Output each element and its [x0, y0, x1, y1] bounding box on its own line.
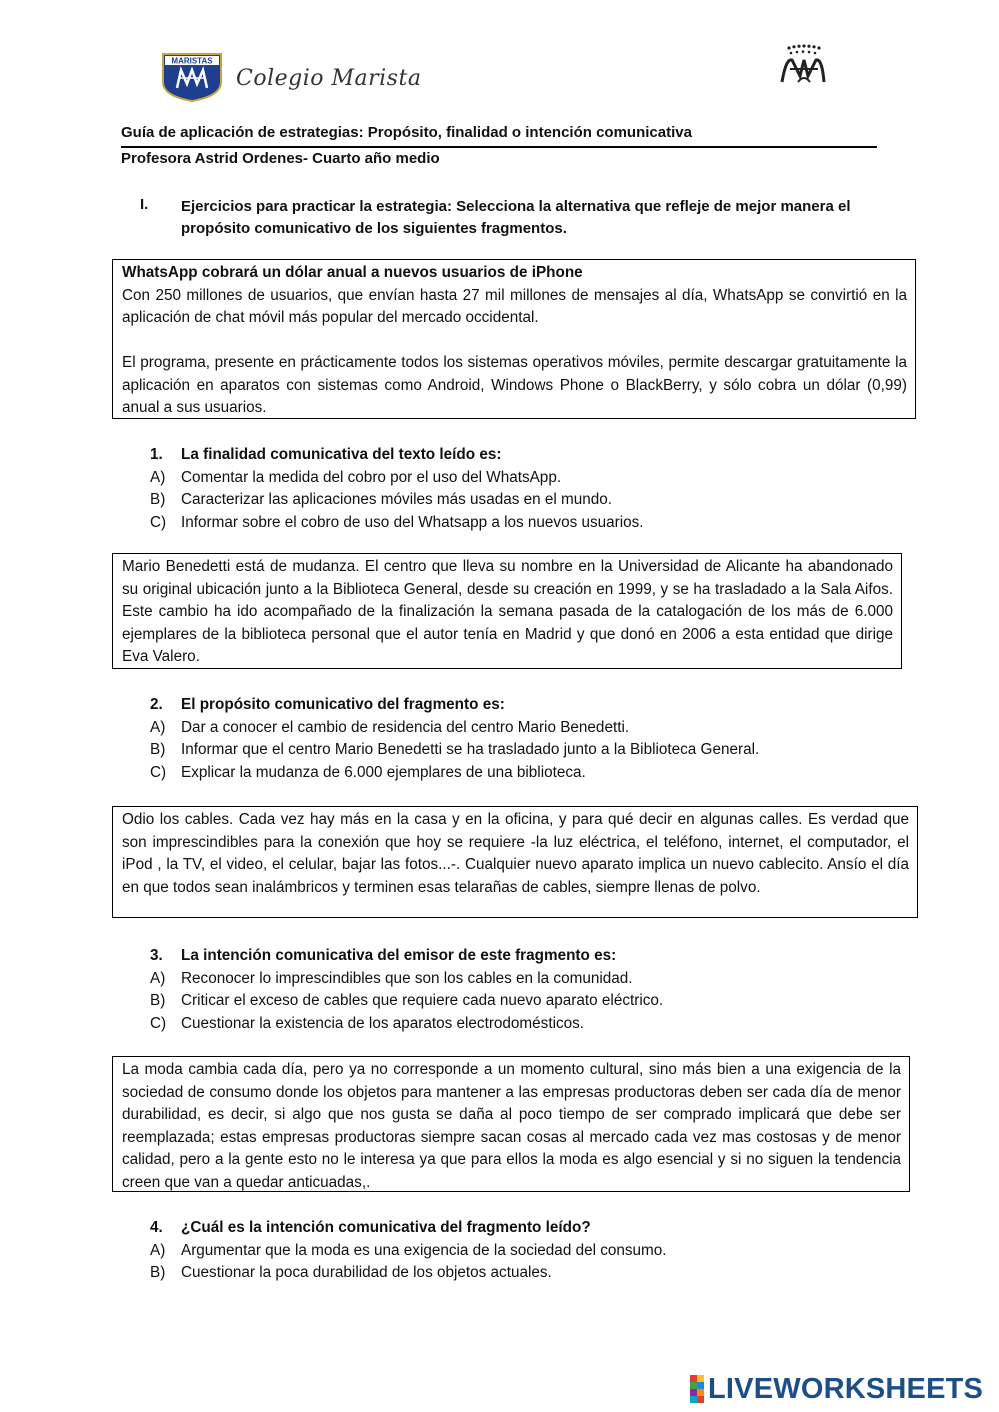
question-number: 4. [150, 1219, 163, 1236]
question-number: 1. [150, 446, 163, 463]
reading-passage-2 [112, 553, 902, 669]
answer-option[interactable] [150, 990, 663, 1013]
option-text: Reconocer lo imprescindibles que son los cables en la comunidad. [181, 969, 633, 987]
option-label: A) [150, 468, 166, 486]
section-instruction: Ejercicios para practicar la estrategia: Selecciona la alternativa que refleje de mejor manera el propósito comunicativo de los siguientes fragmentos. [181, 198, 851, 237]
title-divider [121, 146, 877, 148]
marist-monogram-logo [776, 44, 830, 86]
passage-paragraph: El programa, presente en prácticamente todos los sistemas operativos móviles, permite descargar gratuitamente la aplicación en aparatos con sistemas como Android, Windows Phone o BlackBerry, y sólo cobra un dólar (0,99) anual a sus usuarios. [122, 354, 907, 416]
passage-title: WhatsApp cobrará un dólar anual a nuevos usuarios de iPhone [122, 264, 583, 281]
answer-option[interactable] [150, 717, 759, 740]
answer-option[interactable] [150, 1262, 667, 1285]
option-text: Argumentar que la moda es una exigencia de la sociedad del consumo. [181, 1241, 667, 1259]
answer-option[interactable] [150, 489, 644, 512]
option-text: Informar sobre el cobro de uso del Whatsapp a los nuevos usuarios. [181, 513, 644, 531]
option-label: B) [150, 491, 166, 508]
passage-paragraph: Mario Benedetti está de mudanza. El centro que lleva su nombre en la Universidad de Alicante ha abandonado su original ubicación junto a la Biblioteca General, desde su creación en 1999, y se ha trasladado a la Sala Aifos. Este cambio ha ido acompañado de la finalización la semana pasada de la catalogación de los más de 6.000 ejemplares de la biblioteca personal que el autor tenía en Madrid y que donó en 2006 a esta entidad que dirige Eva Valero. [122, 558, 893, 665]
passage-paragraph: Con 250 millones de usuarios, que envían hasta 27 mil millones de mensajes al día, WhatsApp se convirtió en la aplicación de chat móvil más popular del mercado occidental. [122, 286, 907, 326]
question-2 [150, 694, 759, 784]
option-label: C) [150, 513, 167, 531]
answer-option[interactable] [150, 512, 644, 535]
reading-passage-4 [112, 1056, 910, 1192]
answer-option[interactable] [150, 1240, 667, 1263]
passage-paragraph: Odio los cables. Cada vez hay más en la casa y en la oficina, y para qué decir en algunas calles. Es verdad que son imprescindibles para la conexión que hoy se requiere -la luz eléctrica, el teléfono, internet, el computador, el iPod , la TV, el video, el celular, bajar las fotos...-. Cualquier nuevo aparato implica un nuevo cablecito. Ansío el día en que todos sean inalámbricos y terminen esas telarañas de cables, siempre llenas de polvo. [122, 811, 909, 896]
option-text: Cuestionar la poca durabilidad de los objetos actuales. [181, 1264, 552, 1281]
option-label: A) [150, 1241, 166, 1259]
passage-paragraph: La moda cambia cada día, pero ya no corresponde a un momento cultural, sino más bien a una exigencia de la sociedad de consumo donde los objetos para mantener a las empresas productoras deben ser cada día de menor durabilidad, es decir, si algo que nos gusta se daña al poco tiempo de ser comprado implicará que debe ser reemplazada; estas empresas productoras siempre sacan cosas al mercado cada vez mas costosas y de menor calidad, pero a la gente esto no le interesa ya que para ellos la moda es algo esencial y si no siguen la tendencia creen que van a quedar anticuadas,. [122, 1061, 901, 1191]
option-text: Dar a conocer el cambio de residencia del centro Mario Benedetti. [181, 718, 630, 736]
option-text: Caracterizar las aplicaciones móviles más usadas en el mundo. [181, 491, 613, 508]
reading-passage-1 [112, 259, 916, 419]
section-numeral: I. [140, 196, 149, 213]
question-4 [150, 1217, 667, 1285]
option-label: A) [150, 969, 166, 987]
answer-option[interactable] [150, 762, 759, 785]
option-text: Comentar la medida del cobro por el uso del WhatsApp. [181, 468, 562, 486]
school-crest-logo [159, 52, 225, 102]
reading-passage-3 [112, 806, 918, 918]
option-label: B) [150, 1264, 166, 1281]
option-text: Explicar la mudanza de 6.000 ejemplares de una biblioteca. [181, 763, 586, 781]
option-label: B) [150, 741, 166, 758]
answer-option[interactable] [150, 467, 644, 490]
question-text: ¿Cuál es la intención comunicativa del fragmento leído? [181, 1219, 591, 1236]
question-number: 3. [150, 947, 163, 964]
school-name: Colegio Marista [236, 66, 422, 91]
answer-option[interactable] [150, 968, 663, 991]
option-text: Criticar el exceso de cables que requiere cada nuevo aparato eléctrico. [181, 992, 664, 1009]
question-text: La intención comunicativa del emisor de este fragmento es: [181, 947, 617, 964]
option-text: Informar que el centro Mario Benedetti se ha trasladado junto a la Biblioteca General. [181, 741, 760, 758]
watermark-text: LIVEWORKSHEETS [708, 1372, 984, 1405]
question-3 [150, 945, 663, 1035]
crest-label: MARISTAS [171, 56, 213, 66]
page-subtitle: Profesora Astrid Ordenes- Cuarto año medio [121, 150, 440, 167]
page-title: Guía de aplicación de estrategias: Propósito, finalidad o intención comunicativa [121, 124, 692, 141]
option-text: Cuestionar la existencia de los aparatos electrodomésticos. [181, 1014, 585, 1032]
question-number: 2. [150, 696, 163, 713]
liveworksheets-watermark[interactable] [690, 1374, 983, 1404]
question-text: El propósito comunicativo del fragmento es: [181, 696, 505, 713]
option-label: C) [150, 1014, 167, 1032]
liveworksheets-logo-icon [690, 1375, 704, 1403]
answer-option[interactable] [150, 739, 759, 762]
answer-option[interactable] [150, 1013, 663, 1036]
question-1 [150, 444, 644, 534]
option-label: A) [150, 718, 166, 736]
option-label: C) [150, 763, 167, 781]
question-text: La finalidad comunicativa del texto leído es: [181, 446, 502, 463]
option-label: B) [150, 992, 166, 1009]
